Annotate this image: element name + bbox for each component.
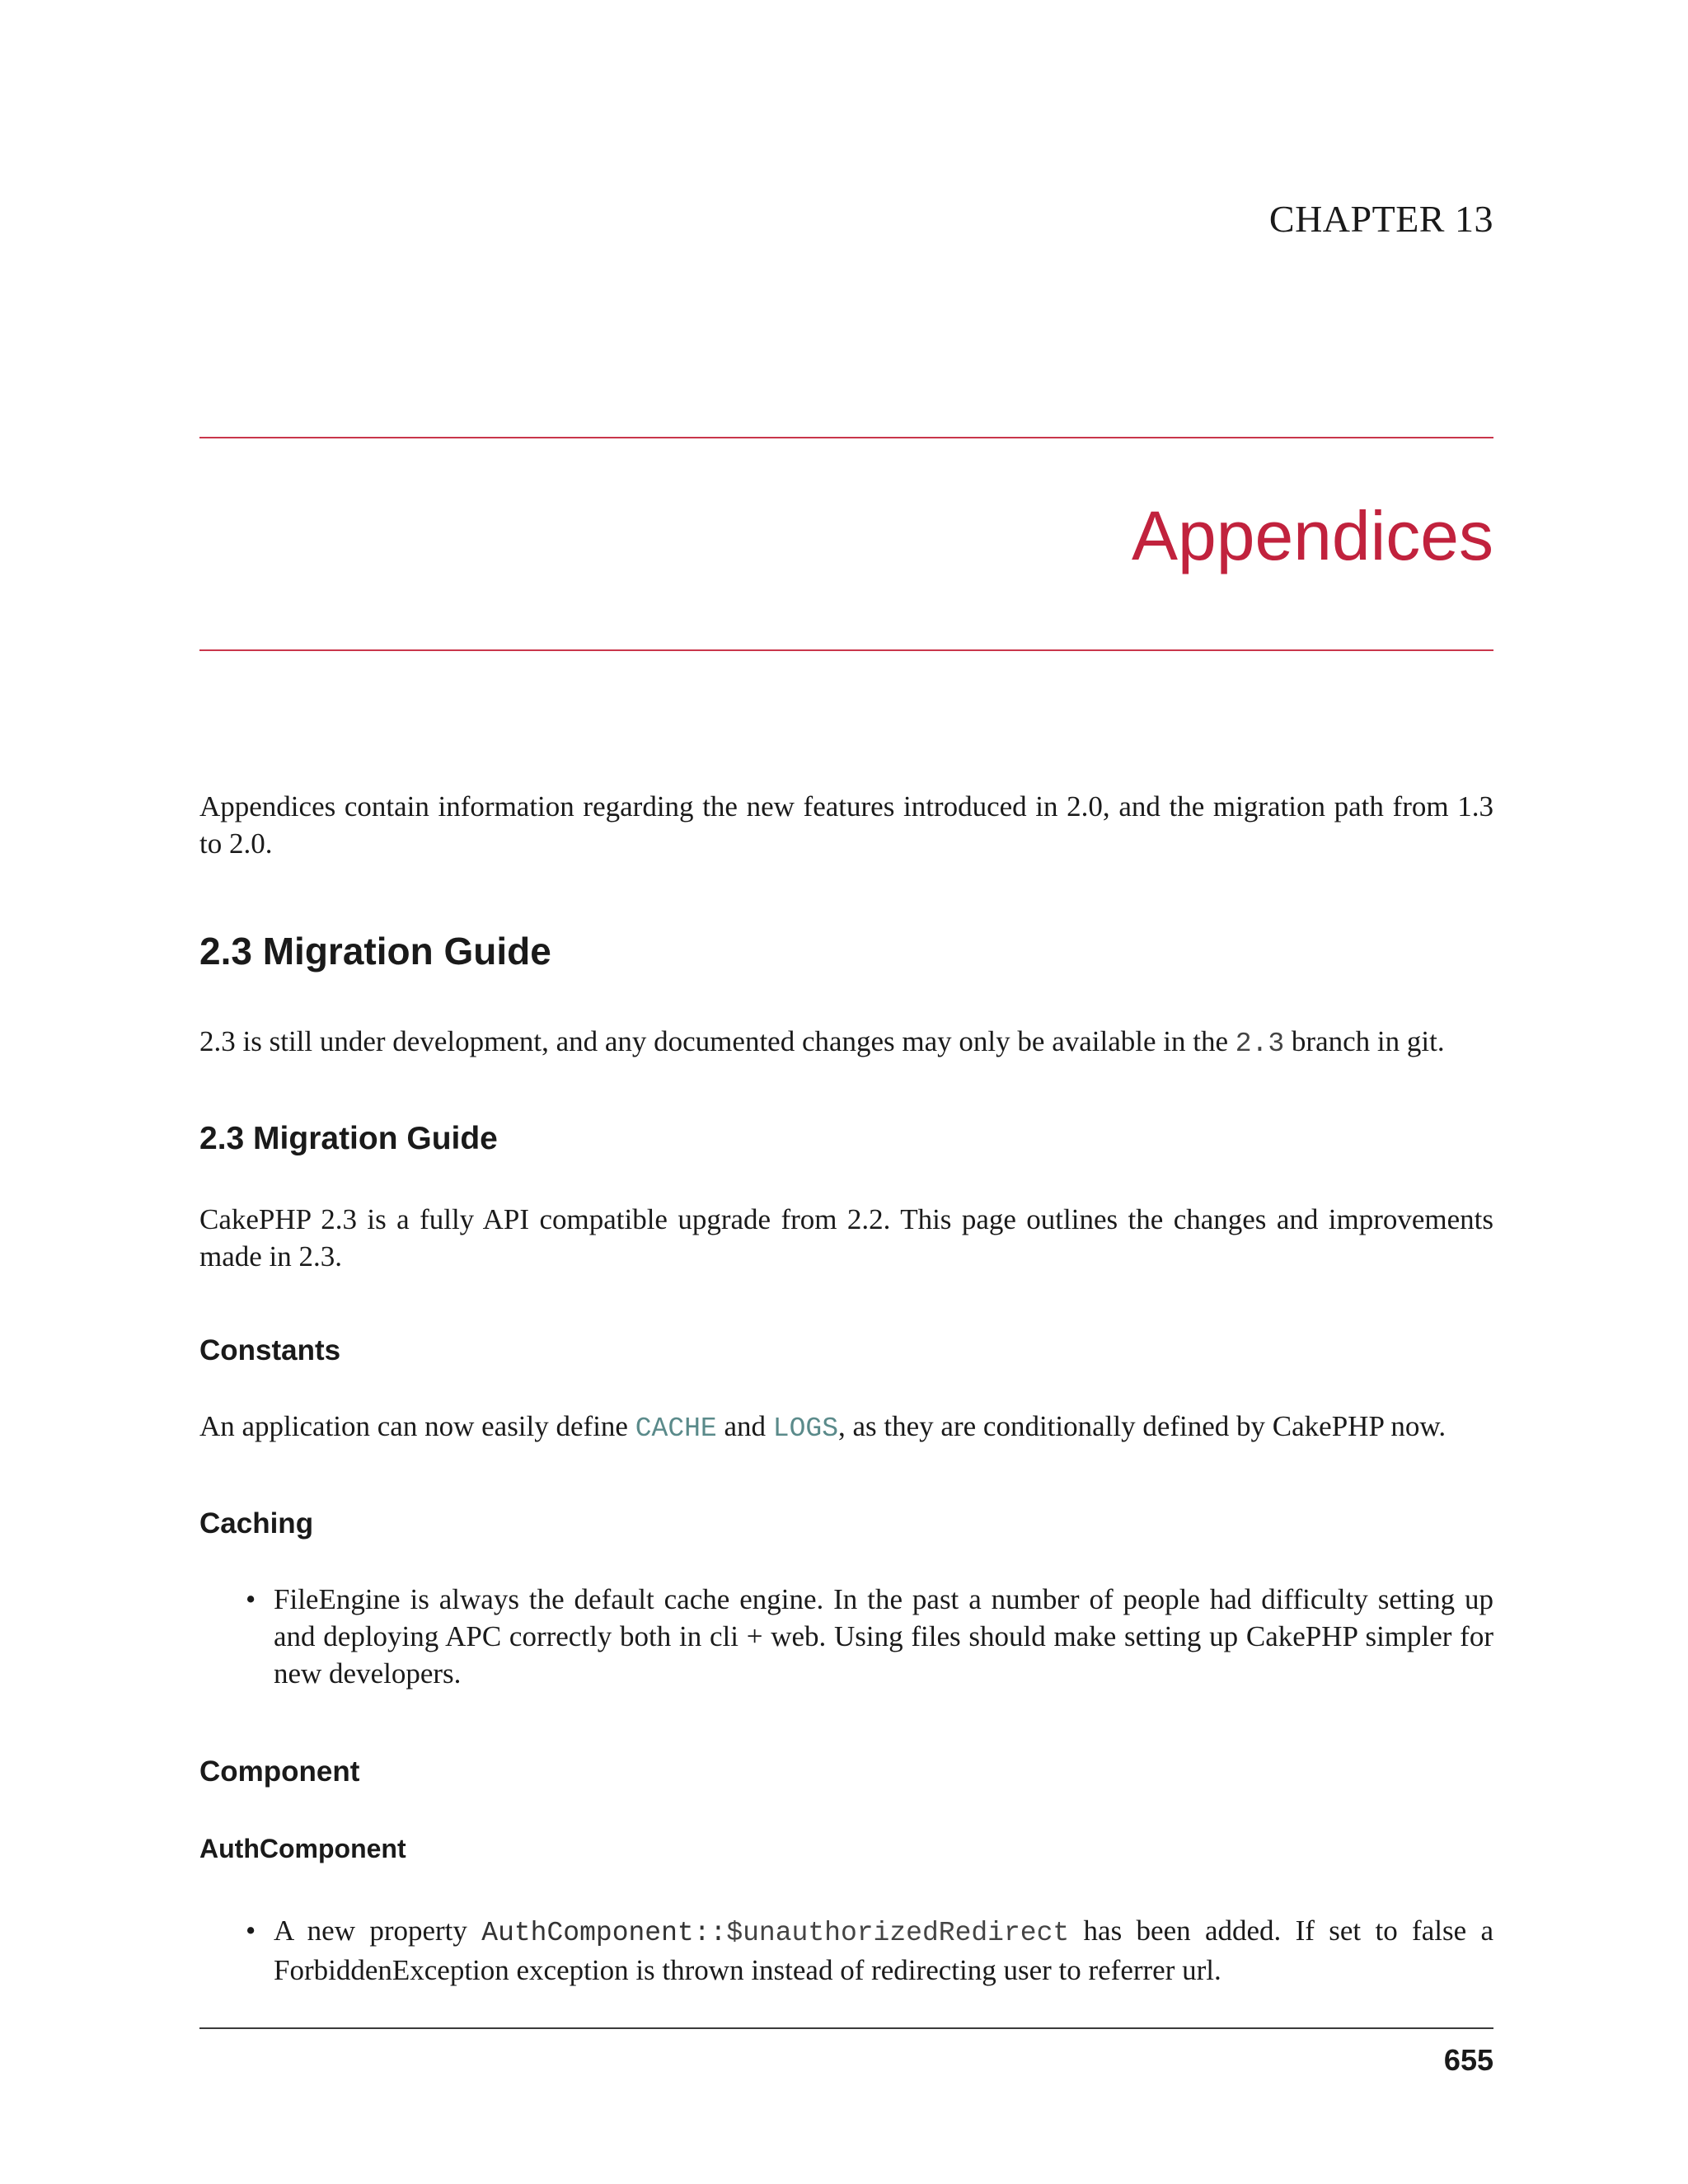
component-heading: Component <box>199 1755 360 1788</box>
compatibility-paragraph: CakePHP 2.3 is a fully API compatible upgrade from 2.2. This page outlines the changes and improvements made in 2.3. <box>199 1203 1493 1272</box>
footer-rule <box>199 2027 1493 2029</box>
authcomponent-bullet-item <box>274 1912 1493 1989</box>
constants-text-end: , as they are conditionally defined by CakePHP now. <box>838 1410 1447 1442</box>
bullet-icon: • <box>246 1915 256 1947</box>
development-note-text: 2.3 is still under development, and any documented changes may only be available in the <box>199 1025 1236 1057</box>
development-note-text-end: branch in git. <box>1284 1025 1445 1057</box>
constants-text-and: and <box>716 1410 773 1442</box>
chapter-title: Appendices <box>1132 497 1493 574</box>
section-heading-migration-guide: 2.3 Migration Guide <box>199 930 551 972</box>
intro-paragraph: Appendices contain information regarding the new features introduced in 2.0, and the migration path from 1.3 to 2.0. <box>199 790 1493 860</box>
constants-heading: Constants <box>199 1334 341 1366</box>
chapter-rule-bottom <box>199 649 1493 651</box>
constants-paragraph <box>199 1408 1493 1447</box>
auth-class-code: AuthComponent:: <box>481 1918 727 1948</box>
subsection-heading-migration-guide: 2.3 Migration Guide <box>199 1121 498 1156</box>
constants-text: An application can now easily define <box>199 1410 635 1442</box>
page-number: 655 <box>1443 2043 1493 2077</box>
logs-constant-link[interactable]: LOGS <box>772 1413 839 1444</box>
bullet-icon: • <box>246 1583 256 1615</box>
auth-bullet-text: A new property <box>274 1915 482 1947</box>
cache-constant-link[interactable]: CACHE <box>635 1413 717 1444</box>
authcomponent-heading: AuthComponent <box>199 1834 406 1863</box>
unauthorized-redirect-code: $unauthorizedRedirect <box>726 1918 1070 1948</box>
caching-bullet-item: FileEngine is always the default cache engine. In the past a number of people had difficulty setting up and deploying APC correctly both in cli + web. Using files should make setting up CakePHP simpler for new developers. <box>274 1583 1493 1690</box>
chapter-label: CHAPTER 13 <box>1268 198 1493 240</box>
caching-heading: Caching <box>199 1507 314 1540</box>
development-note-paragraph <box>199 1023 1493 1062</box>
auth-bullet-text-end: has been added. If set to false a ForbiddenException exception is thrown instead of redirecting user to referrer url. <box>274 1915 1494 1986</box>
chapter-rule-top <box>199 437 1493 438</box>
branch-code: 2.3 <box>1235 1029 1285 1059</box>
